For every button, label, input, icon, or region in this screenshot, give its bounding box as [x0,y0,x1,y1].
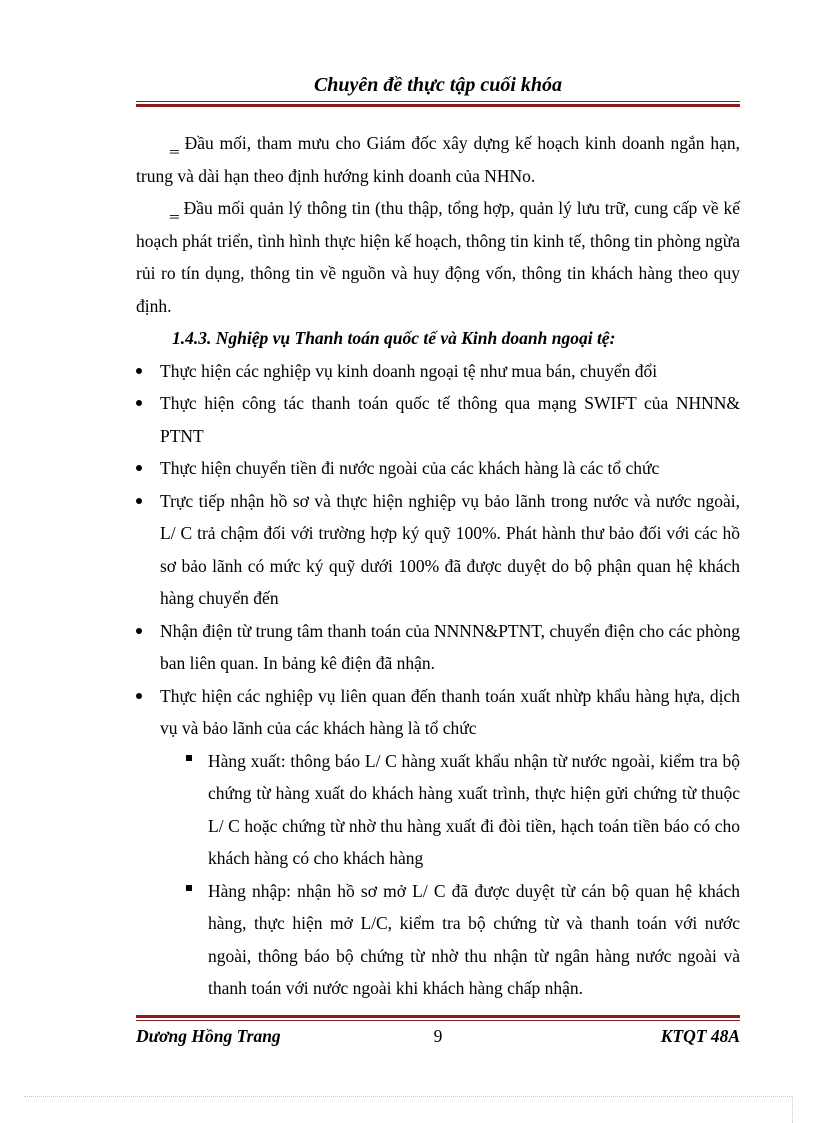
list-item: Thực hiện công tác thanh toán quốc tế thông qua mạng SWIFT của NHNN& PTNT [136,387,740,452]
square-bullet-icon [186,885,192,891]
bullet-icon [136,628,142,634]
bullet-list [136,355,740,1005]
bullet-icon [136,368,142,374]
bullet-icon [136,465,142,471]
page-header-title: Chuyên đề thực tập cuối khóa [313,74,563,96]
page-boundary-line [792,1096,793,1123]
bullet-icon [136,498,142,504]
paragraph: ‗ Đầu mối quản lý thông tin (thu thập, tổng hợp, quản lý lưu trữ, cung cấp về kế hoạch phát triển, tình hình thực hiện kế hoạch, thông tin kinh tế, thông tin phòng ngừa rủi ro tín dụng, thông tin về nguồn và huy động vốn, thông tin khách hàng theo quy định. [136,198,740,316]
header-rule [136,101,740,107]
sub-list-item: Hàng nhập: nhận hồ sơ mở L/ C đã được duyệt từ cán bộ quan hệ khách hàng, thực hiện mở L/C, kiểm tra bộ chứng từ và thanh toán với nước ngoài, thông báo bộ chứng từ nhờ thu nhận từ ngân hàng nước ngoài và thanh toán với nước ngoài khi khách hàng chấp nhận. [184,875,740,1005]
sub-list-item: Hàng xuất: thông báo L/ C hàng xuất khẩu nhận từ nước ngoài, kiểm tra bộ chứng từ hàng xuất do khách hàng xuất trình, thực hiện gửi chứng từ thuộc L/ C hoặc chứng từ nhờ thu hàng xuất đi đòi tiền, hạch toán tiền báo có cho khách hàng có cho khách hàng [184,745,740,875]
bullet-icon [136,693,142,699]
page-number: 9 [433,1026,443,1046]
footer-author: Dương Hồng Trang [136,1026,281,1046]
list-item: Thực hiện chuyển tiền đi nước ngoài của các khách hàng là các tổ chức [136,452,740,485]
page-boundary-line [24,1096,792,1097]
bullet-icon [136,400,142,406]
paragraph: ‗ Đầu mối, tham mưu cho Giám đốc xây dựng kế hoạch kinh doanh ngắn hạn, trung và dài hạn theo định hướng kinh doanh của NHNo. [136,133,740,186]
footer-rule [136,1015,740,1021]
sub-bullet-list [160,745,740,1005]
document-body [136,127,740,1005]
section-heading: 1.4.3. Nghiệp vụ Thanh toán quốc tế và Kinh doanh ngoại tệ: [172,328,616,348]
list-item: Nhận điện từ trung tâm thanh toán của NNNN&PTNT, chuyển điện cho các phòng ban liên quan. In bảng kê điện đã nhận. [136,615,740,680]
list-item: Thực hiện các nghiệp vụ kinh doanh ngoại tệ như mua bán, chuyển đổi [136,355,740,388]
square-bullet-icon [186,755,192,761]
list-item: Thực hiện các nghiệp vụ liên quan đến thanh toán xuất nhừp khẩu hàng hựa, dịch vụ và bảo lãnh của các khách hàng là tổ chức Hàng xuất: thông báo L/ C hàng xuất khẩu nhận từ nước ngoài, kiểm tra bộ chứng từ hàng xuất do khách hàng xuất trình, thực hiện gửi chứng từ thuộc L/ C hoặc chứng từ nhờ thu hàng xuất đi đòi tiền, hạch toán tiền báo có cho khách hàng có cho khách hàng Hàng nhập: nhận hồ sơ mở L/ C đã được duyệt từ cán bộ quan hệ khách hàng, thực hiện mở L/C, kiểm tra bộ chứng từ và thanh toán với nước ngoài, thông báo bộ chứng từ nhờ thu nhận từ ngân hàng nước ngoài và thanh toán với nước ngoài khi khách hàng chấp nhận. [136,680,740,1005]
list-item: Trực tiếp nhận hồ sơ và thực hiện nghiệp vụ bảo lãnh trong nước và nước ngoài, L/ C trả chậm đối với trường hợp ký quỹ 100%. Phát hành thư bảo đối với các hồ sơ bảo lãnh có mức ký quỹ dưới 100% đã được duyệt do bộ phận quan hệ khách hàng chuyển đến [136,485,740,615]
footer-class-code: KTQT 48A [660,1026,740,1046]
